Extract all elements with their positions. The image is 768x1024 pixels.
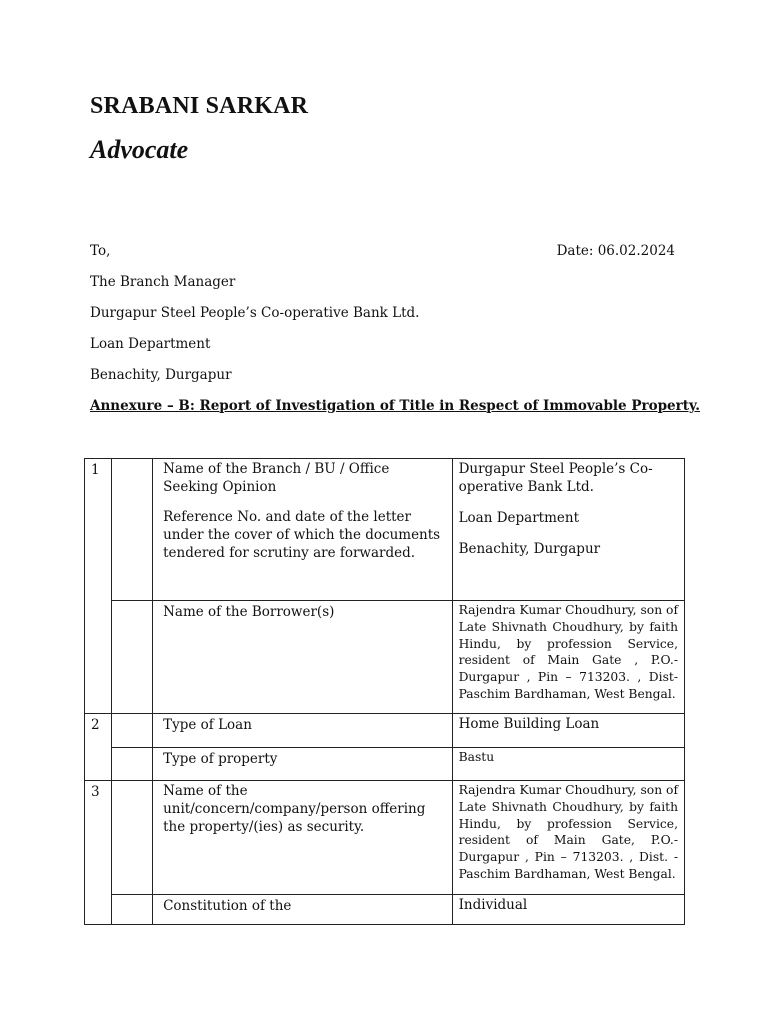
recipient-location: Benachity, Durgapur xyxy=(90,367,232,383)
spacer-cell xyxy=(112,748,153,781)
spacer-cell xyxy=(112,895,153,925)
department-value: Loan Department xyxy=(458,510,579,526)
value-cell xyxy=(452,601,684,714)
location-value: Benachity, Durgapur xyxy=(458,541,601,557)
security-provider-value: Rajendra Kumar Choudhury, son of Late Shivnath Choudhury, by faith Hindu, by profession Service, resident of Main Gate, P.O.-Durgapur , Pin – 713203. , Dist. - Paschim Bardhaman, West Bengal. xyxy=(458,783,678,881)
row-number: 3 xyxy=(91,784,100,800)
property-type-label: Type of property xyxy=(163,751,278,767)
row-number-cell xyxy=(85,459,112,714)
spacer-cell xyxy=(112,459,153,601)
annexure-heading: Annexure – B: Report of Investigation of Title in Respect of Immovable Property. xyxy=(90,398,700,414)
recipient-department: Loan Department xyxy=(90,336,211,352)
value-cell xyxy=(452,781,684,895)
table-row xyxy=(85,459,685,601)
borrower-value: Rajendra Kumar Choudhury, son of Late Shivnath Choudhury, by faith Hindu, by profession Service, resident of Main Gate , P.O.-Durgapur , Pin – 713203. , Dist- Paschim Bardhaman, West Bengal. xyxy=(458,603,678,701)
reference-label: Reference No. and date of the letter under the cover of which the documents tendered for scrutiny are forwarded. xyxy=(163,509,441,561)
property-type-value: Bastu xyxy=(458,750,495,764)
row-number: 1 xyxy=(91,462,100,478)
recipient-bank: Durgapur Steel People’s Co-operative Bank Ltd. xyxy=(90,305,420,321)
table-row xyxy=(85,748,685,781)
constitution-value: Individual xyxy=(458,897,528,913)
letter-date: Date: 06.02.2024 xyxy=(556,243,675,259)
loan-type-label: Type of Loan xyxy=(163,717,252,733)
advocate-name: SRABANI SARKAR xyxy=(90,93,309,119)
spacer-cell xyxy=(112,714,153,748)
value-cell xyxy=(452,748,684,781)
security-provider-label: Name of the unit/concern/company/person offering the property/(ies) as security. xyxy=(163,783,426,835)
label-cell xyxy=(153,895,452,925)
recipient: The Branch Manager xyxy=(90,274,236,290)
value-cell xyxy=(452,895,684,925)
value-cell xyxy=(452,459,684,601)
value-cell xyxy=(452,714,684,748)
row-number-cell xyxy=(85,781,112,925)
advocate-title: Advocate xyxy=(90,135,189,164)
label-cell xyxy=(153,459,452,601)
borrower-label: Name of the Borrower(s) xyxy=(163,604,335,620)
row-number-cell xyxy=(85,714,112,781)
table-row xyxy=(85,601,685,714)
title-report-table xyxy=(84,458,685,925)
constitution-label: Constitution of the xyxy=(163,898,292,914)
label-cell xyxy=(153,781,452,895)
salutation: To, xyxy=(90,243,111,259)
loan-type-value: Home Building Loan xyxy=(458,716,600,732)
table-row xyxy=(85,781,685,895)
label-cell xyxy=(153,601,452,714)
spacer-cell xyxy=(112,781,153,895)
table-row xyxy=(85,895,685,925)
branch-value: Durgapur Steel People’s Co-operative Bank Ltd. xyxy=(458,461,653,495)
row-number: 2 xyxy=(91,717,100,733)
spacer-cell xyxy=(112,601,153,714)
label-cell xyxy=(153,748,452,781)
label-cell xyxy=(153,714,452,748)
branch-label: Name of the Branch / BU / Office Seeking Opinion xyxy=(163,461,390,495)
table-row xyxy=(85,714,685,748)
